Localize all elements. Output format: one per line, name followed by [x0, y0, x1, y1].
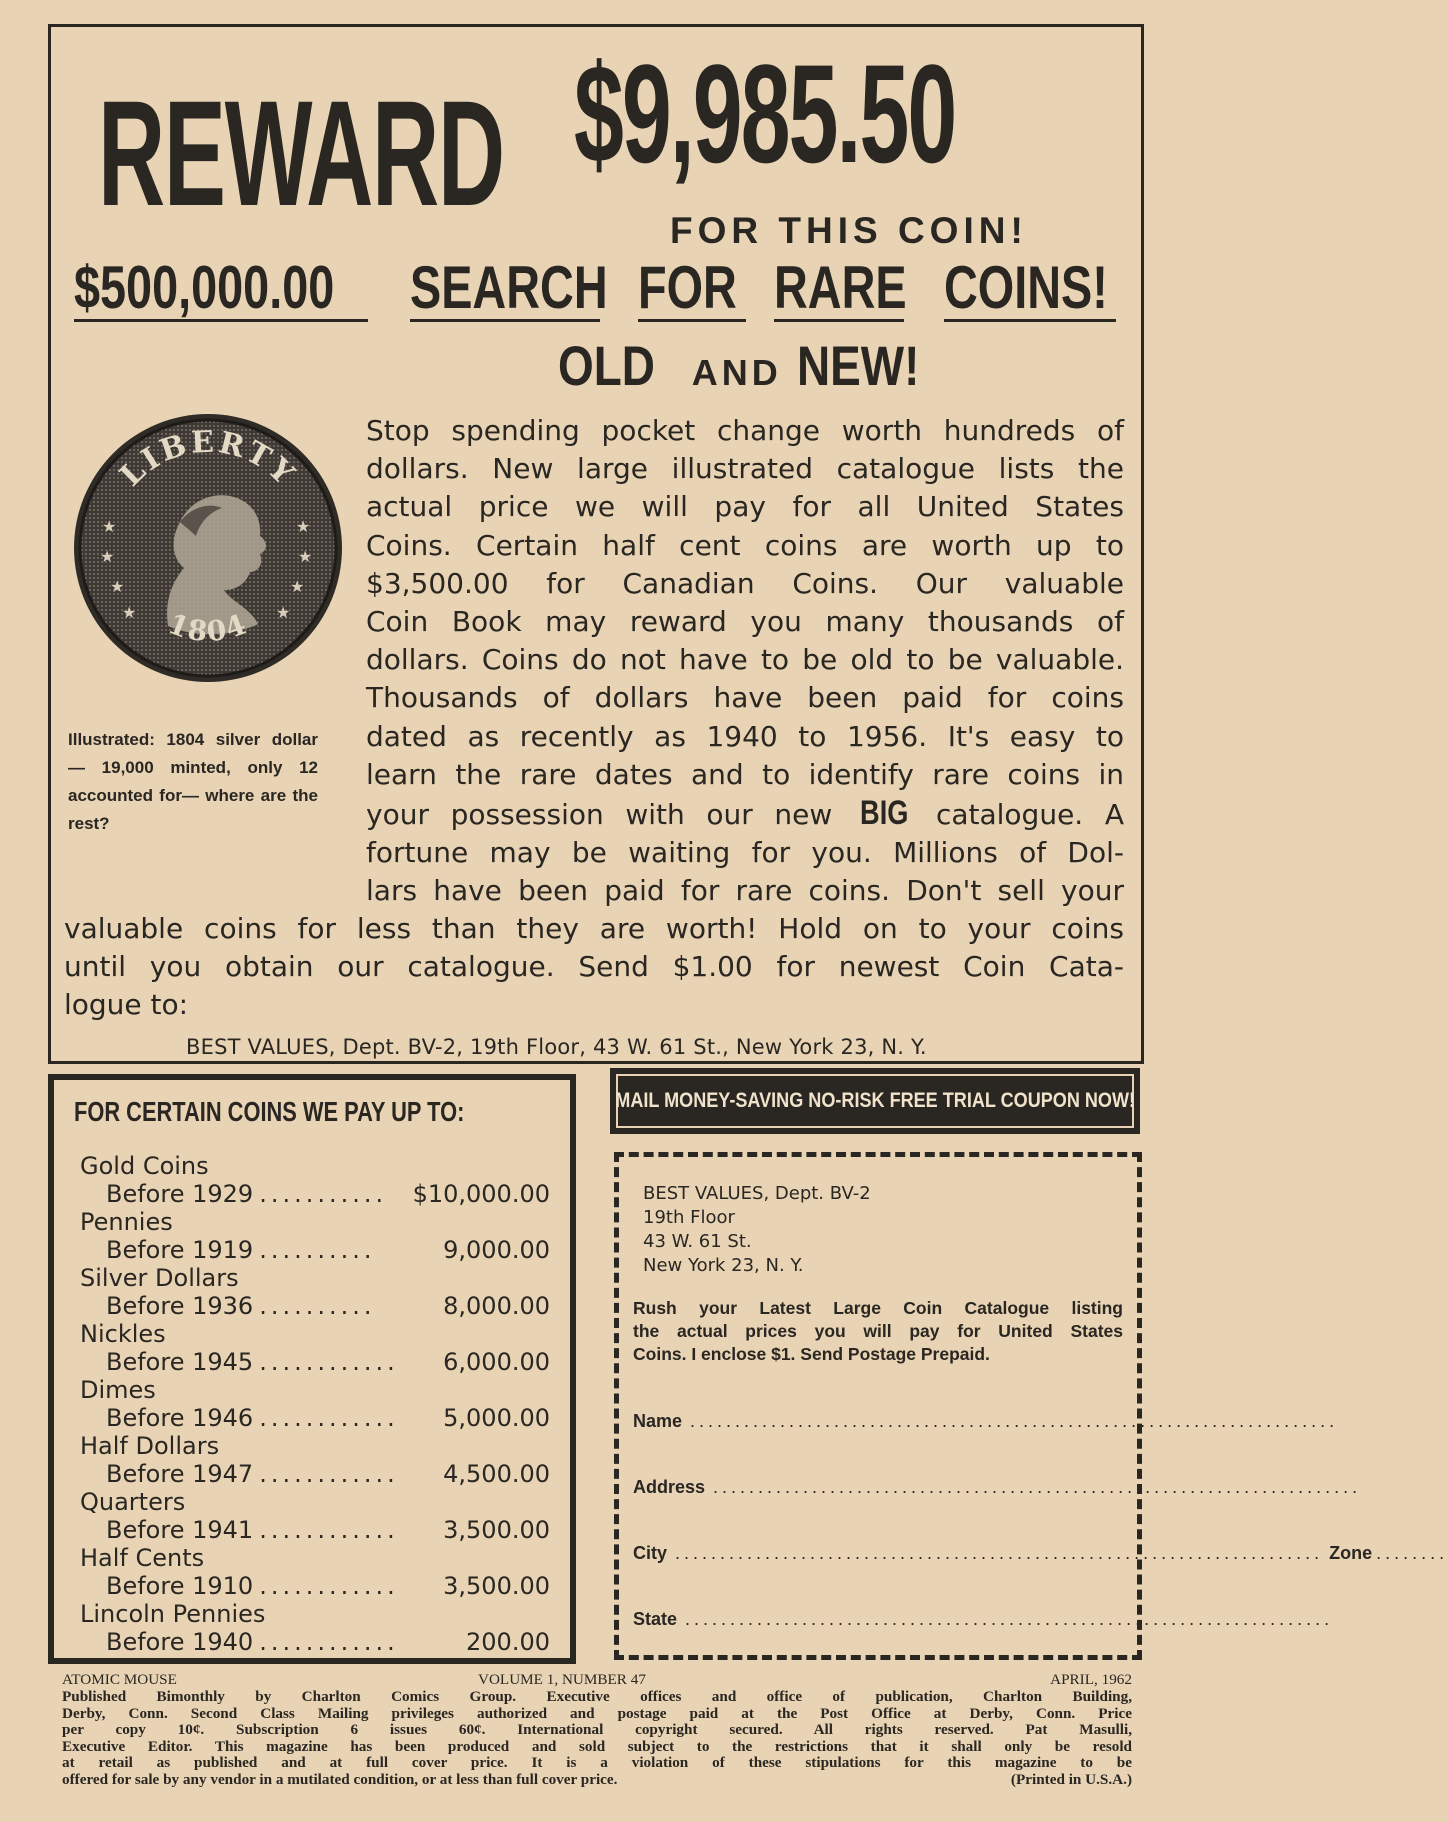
state-field[interactable]: State ........................................................................ [633, 1609, 1334, 1629]
price-table [48, 1074, 576, 1664]
reward-heading: REWARD [98, 69, 504, 237]
footer-line: per copy 10¢. Subscription 6 issues 60¢. International copyright secured. All rights reserved. Pat Masulli, [62, 1721, 1132, 1739]
coupon-order-message: Rush your Latest Large Coin Catalogue listing the actual prices you will pay for United States Coins. I enclose $1. Send Postage Prepaid. [633, 1298, 1123, 1364]
price-amount: 8,000.00 [443, 1292, 550, 1320]
coupon-address-line: 19th Floor [643, 1207, 735, 1228]
coin-category: Quarters [80, 1488, 186, 1516]
footer-line: at retail as published and at full cover price. It is a violation of these stipulations for this magazine to be [62, 1754, 1132, 1772]
price-table-heading: FOR CERTAIN COINS WE PAY UP TO: [74, 1096, 465, 1127]
price-amount: 9,000.00 [443, 1236, 550, 1264]
search-word-amount: $500,000.00 [74, 258, 368, 322]
coin-category: Lincoln Pennies [80, 1600, 266, 1628]
svg-text:1804: 1804 [163, 606, 253, 649]
price-row: Before 1919 .......... 9,000.00 [106, 1236, 550, 1264]
body-line: lars have been paid for rare coins. Don't sell your [366, 874, 1124, 908]
search-word-for: FOR [638, 258, 746, 322]
coupon-banner [610, 1068, 1140, 1134]
coin-category: Half Dollars [80, 1432, 220, 1460]
body-copy-full-width [64, 910, 1124, 1025]
silver-dollar-coin-illustration [72, 412, 344, 684]
footer-line: Executive Editor. This magazine has been produced and sold subject to the restrictions that it shall only be resold [62, 1737, 1132, 1755]
price-amount: $10,000.00 [412, 1180, 550, 1208]
body-line: dated as recently as 1940 to 1956. It's easy to [366, 719, 1124, 753]
price-row: Before 1946 ............ 5,000.00 [106, 1404, 550, 1432]
body-line: Stop spending pocket change worth hundreds of [366, 414, 1124, 447]
svg-text:★: ★ [290, 577, 305, 596]
price-amount: 4,500.00 [443, 1460, 550, 1488]
name-label: Name [633, 1411, 683, 1431]
coin-category: Silver Dollars [80, 1264, 239, 1292]
mailing-address-line: BEST VALUES, Dept. BV-2, 19th Floor, 43 W. 61 St., New York 23, N. Y. [186, 1035, 927, 1059]
body-line: actual price we will pay for all United States [366, 490, 1124, 524]
coin-category: Nickles [80, 1320, 166, 1348]
coin-caption: Illustrated: 1804 silver dollar — 19,000 minted, only 12 accounted for— where are the rest? [68, 730, 318, 833]
svg-text:★: ★ [298, 547, 313, 566]
body-line: until you obtain our catalogue. Send $1.00 for newest Coin Cata- [64, 950, 1124, 984]
coin-category: Gold Coins [80, 1152, 209, 1180]
body-line: dollars. Coins do not have to be old to be valuable. [366, 643, 1124, 677]
zone-label: Zone [1329, 1543, 1373, 1563]
state-label: State [633, 1609, 678, 1629]
printed-in-usa: (Printed in U.S.A.) [1010, 1770, 1132, 1788]
footer-line: offered for sale by any vendor in a mutilated condition, or at less than full cover price. (Printed in U.S.A.) [62, 1770, 1132, 1788]
body-copy-column [366, 412, 1124, 911]
price-row: Before 1910 ............ 3,500.00 [106, 1572, 550, 1600]
search-headline [74, 254, 1124, 328]
body-line: Coin Book may reward you many thousands of [366, 605, 1124, 639]
body-line: Thousands of dollars have been paid for coins [366, 681, 1124, 715]
price-amount: 6,000.00 [443, 1348, 550, 1376]
svg-text:★: ★ [100, 547, 115, 566]
coupon-banner-text: MAIL MONEY-SAVING NO-RISK FREE TRIAL COUPON NOW! [615, 1089, 1135, 1112]
body-line-big: your possession with our new BIG catalogue. A [366, 794, 1124, 833]
svg-text:★: ★ [122, 603, 137, 622]
name-field[interactable]: Name ........................................................................ [633, 1411, 1339, 1431]
city-label: City [633, 1543, 668, 1563]
city-zone-field[interactable]: City ........................................................................ Zone ........ [633, 1543, 1448, 1563]
svg-text:★: ★ [102, 517, 117, 536]
price-amount: 200.00 [466, 1628, 550, 1656]
body-line: $3,500.00 for Canadian Coins. Our valuable [366, 566, 1124, 600]
price-row: Before 1945 ............ 6,000.00 [106, 1348, 550, 1376]
search-word-search: SEARCH [410, 254, 608, 321]
price-amount: 5,000.00 [443, 1404, 550, 1432]
price-row: Before 1929 ........... $10,000.00 [106, 1180, 550, 1208]
address-field[interactable]: Address ........................................................................ [633, 1477, 1362, 1497]
coin-category: Pennies [80, 1208, 173, 1236]
magazine-title: ATOMIC MOUSE [62, 1671, 177, 1688]
svg-text:LIBERTY: LIBERTY [113, 424, 303, 494]
address-label: Address [633, 1477, 706, 1497]
price-row: Before 1936 .......... 8,000.00 [106, 1292, 550, 1320]
publication-footer [62, 1672, 1132, 1789]
old-and-new-heading: OLD AND NEW! [558, 334, 920, 397]
body-line: logue to: [64, 988, 189, 1022]
issue-date: APRIL, 1962 [1050, 1671, 1132, 1688]
svg-text:★: ★ [276, 603, 291, 622]
reward-amount: $9,985.50 [574, 35, 956, 192]
order-coupon[interactable] [614, 1152, 1448, 1660]
price-amount: 3,500.00 [443, 1572, 550, 1600]
price-row: Before 1940 ............ 200.00 [106, 1628, 550, 1656]
price-row: Before 1941 ............ 3,500.00 [106, 1516, 550, 1544]
coupon-address-line: New York 23, N. Y. [643, 1255, 804, 1276]
body-line: dollars. New large illustrated catalogue lists the [366, 452, 1124, 486]
search-word-rare: RARE [774, 254, 907, 321]
price-row: Before 1947 ............ 4,500.00 [106, 1460, 550, 1488]
for-this-coin-subheading: FOR THIS COIN! [670, 210, 1028, 251]
body-line: valuable coins for less than they are worth! Hold on to your coins [64, 912, 1124, 945]
footer-line: Derby, Conn. Second Class Mailing privileges authorized and postage paid at the Post Office at Derby, Conn. Price [62, 1704, 1132, 1722]
search-word-coins: COINS! [944, 258, 1116, 322]
coupon-address-line: 43 W. 61 St. [643, 1231, 752, 1252]
coin-category: Half Cents [80, 1544, 205, 1572]
coupon-address-line: BEST VALUES, Dept. BV-2 [643, 1183, 871, 1204]
svg-text:★: ★ [296, 517, 311, 536]
volume-number: VOLUME 1, NUMBER 47 [478, 1671, 646, 1688]
body-line: learn the rare dates and to identify rare coins in [366, 757, 1124, 791]
svg-text:★: ★ [110, 577, 125, 596]
coin-category: Dimes [80, 1376, 156, 1404]
footer-line: Published Bimonthly by Charlton Comics Group. Executive offices and office of publication, Charlton Building, [62, 1688, 1132, 1705]
big-emphasis: BIG [859, 794, 909, 833]
body-line: Coins. Certain half cent coins are worth up to [366, 528, 1124, 562]
body-line: fortune may be waiting for you. Millions of Dol- [366, 836, 1124, 870]
price-amount: 3,500.00 [443, 1516, 550, 1544]
